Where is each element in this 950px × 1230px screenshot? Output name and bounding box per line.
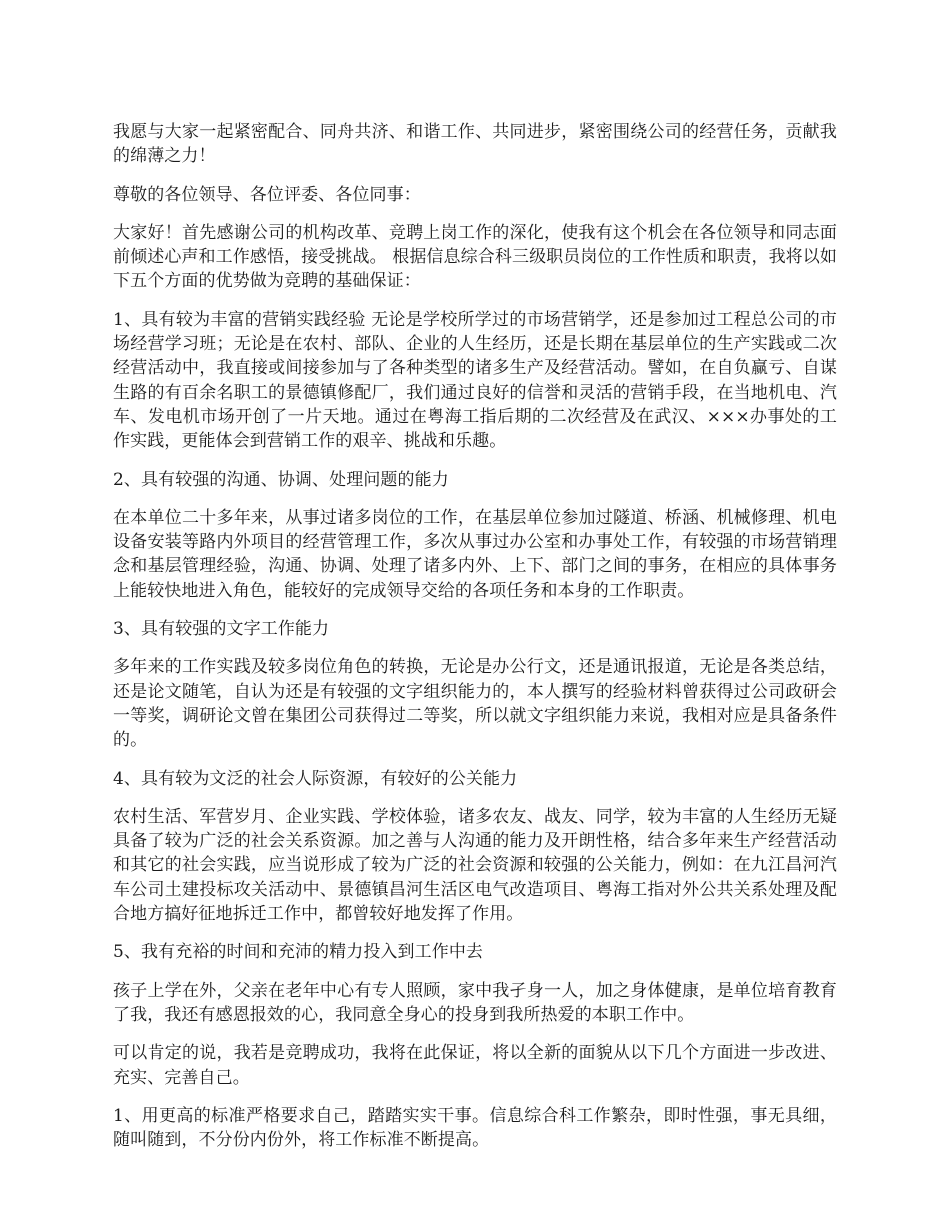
paragraph-commitment: 可以肯定的说，我若是竞聘成功，我将在此保证，将以全新的面貌从以下几个方面进一步改进、充实、完善自己。 bbox=[113, 1043, 837, 1088]
heading-point-5: 5、我有充裕的时间和充沛的精力投入到工作中去 bbox=[113, 942, 484, 963]
paragraph-closing-pledge: 我愿与大家一起紧密配合、同舟共济、和谐工作、共同进步，紧密围绕公司的经营任务，贡献我的绵薄之力！ bbox=[113, 122, 837, 167]
paragraph-point-3-body: 多年来的工作实践及较多岗位角色的转换，无论是办公行文，还是通讯报道，无论是各类总结，还是论文随笔，自认为还是有较强的文字组织能力的，本人撰写的经验材料曾获得过公司政研会一等奖，调研论文曾在集团公司获得过二等奖，所以就文字组织能力来说，我相对应是具备条件的。 bbox=[113, 657, 837, 751]
paragraph-improvement-1: 1、用更高的标准严格要求自己，踏踏实实干事。信息综合科工作繁杂，即时性强，事无具细，随叫随到，不分份内份外，将工作标准不断提高。 bbox=[113, 1105, 837, 1151]
paragraph-salutation: 尊敬的各位领导、各位评委、各位同事： bbox=[113, 184, 421, 205]
paragraph-point-2-body: 在本单位二十多年来，从事过诸多岗位的工作，在基层单位参加过隧道、桥涵、机械修理、机电设备安装等路内外项目的经营管理工作，多次从事过办公室和办事处工作，有较强的市场营销理念和基层管理经验，沟通、协调、处理了诸多内外、上下、部门之间的事务，在相应的具体事务上能较快地进入角色，能较好的完成领导交给的各项任务和本身的工作职责。 bbox=[113, 507, 837, 601]
paragraph-point-1-marketing: 1、具有较为丰富的营销实践经验 无论是学校所学过的市场营销学，还是参加过工程总公司的市场经营学习班；无论是在农村、部队、企业的人生经历，还是长期在基层单位的生产实践或二次经营活动中，我直接或间接参加与了各种类型的诸多生产及经营活动。譬如，在自负赢亏、自谋生路的有百余名职工的景德镇修配厂，我们通过良好的信誉和灵活的营销手段，在当地机电、汽车、发电机市场开创了一片天地。通过在粤海工指后期的二次经营及在武汉、×××办事处的工作实践，更能体会到营销工作的艰辛、挑战和乐趣。 bbox=[113, 309, 837, 452]
heading-point-3: 3、具有较强的文字工作能力 bbox=[113, 619, 330, 640]
paragraph-greeting-intro: 大家好！首先感谢公司的机构改革、竞聘上岗工作的深化，使我有这个机会在各位领导和同志面前倾述心声和工作感悟，接受挑战。 根据信息综合科三级职员岗位的工作性质和职责，我将以如下五个方面的优势做为竞聘的基础保证： bbox=[113, 222, 837, 292]
heading-point-4: 4、具有较为文泛的社会人际资源，有较好的公关能力 bbox=[113, 768, 518, 789]
paragraph-point-4-body: 农村生活、军营岁月、企业实践、学校体验，诸多农友、战友、同学，较为丰富的人生经历无疑具备了较为广泛的社会关系资源。加之善与人沟通的能力及开朗性格，结合多年来生产经营活动和其它的社会实践，应当说形成了较为广泛的社会资源和较强的公关能力，例如：在九江昌河汽车公司土建投标攻关活动中、景德镇昌河生活区电气改造项目、粤海工指对外公共关系处理及配合地方搞好征地拆迁工作中，都曾较好地发挥了作用。 bbox=[113, 806, 837, 925]
paragraph-point-5-body: 孩子上学在外，父亲在老年中心有专人照顾，家中我孑身一人，加之身体健康，是单位培育教育了我，我还有感恩报效的心，我同意全身心的投身到我所热爱的本职工作中。 bbox=[113, 980, 837, 1025]
heading-point-2: 2、具有较强的沟通、协调、处理问题的能力 bbox=[113, 469, 449, 490]
document-body bbox=[113, 120, 837, 1166]
